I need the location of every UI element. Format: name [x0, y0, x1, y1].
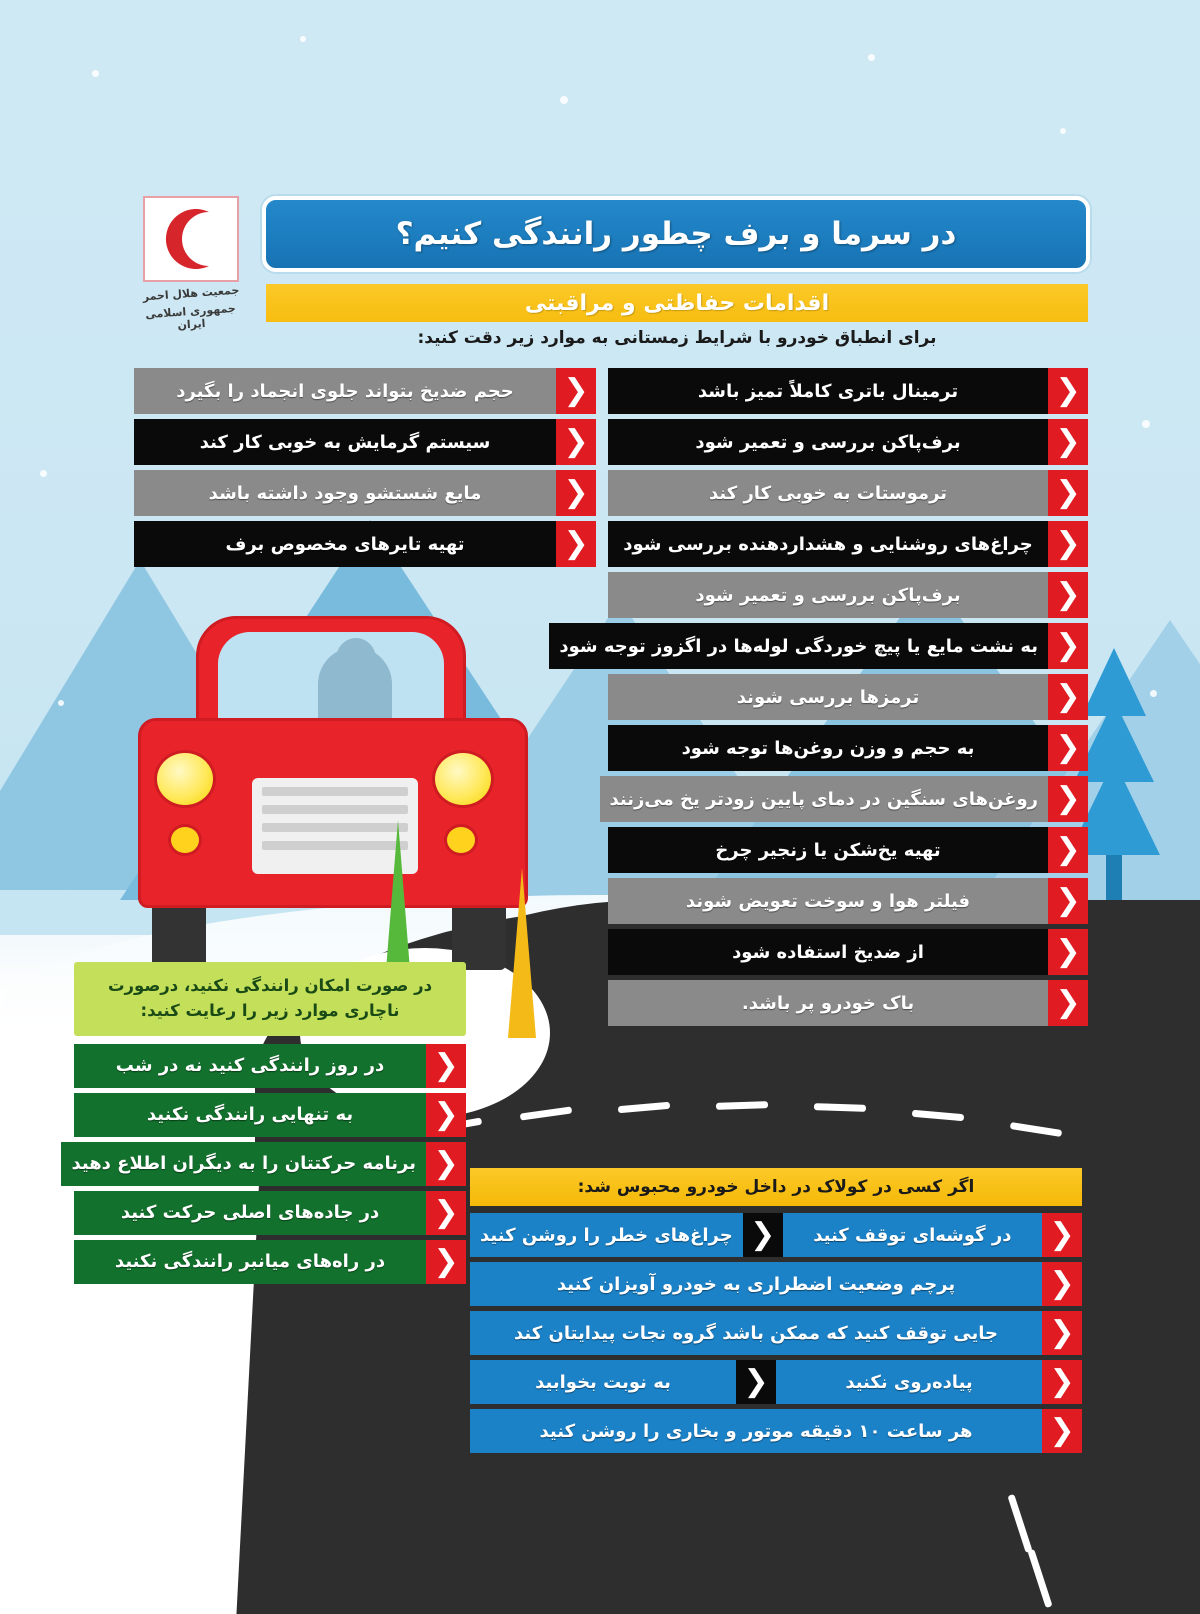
maintenance-item: [608, 980, 1088, 1026]
headlight-icon: [432, 750, 494, 808]
chevron-left-icon: ❮: [1048, 521, 1088, 567]
snowflake-icon: [1142, 420, 1150, 428]
chevron-left-icon: ❮: [736, 1360, 776, 1404]
pine-tree-icon: [1082, 648, 1146, 716]
chevron-left-icon: ❮: [426, 1142, 466, 1186]
chevron-left-icon: ❮: [426, 1240, 466, 1284]
list-item-label: پرچم وضعیت اضطراری به خودرو آویزان کنید: [470, 1262, 1042, 1306]
snowflake-icon: [40, 470, 47, 477]
trapped-item: [470, 1213, 1082, 1257]
list-item-label: ترمزها بررسی شوند: [608, 674, 1048, 720]
intro-instruction: برای انطباق خودرو با شرایط زمستانی به موارد زیر دقت کنید:: [417, 328, 937, 348]
chevron-left-icon: ❮: [743, 1213, 783, 1257]
driving-advice-item: [74, 1240, 466, 1284]
chevron-left-icon: ❮: [1048, 623, 1088, 669]
list-item-label: از ضدیخ استفاده شود: [608, 929, 1048, 975]
list-item-label: به حجم و وزن روغن‌ها توجه شود: [608, 725, 1048, 771]
maintenance-item: [608, 521, 1088, 567]
driving-advice-section: [71, 962, 466, 1289]
trapped-item: [470, 1262, 1082, 1306]
foglight-icon: [168, 824, 202, 856]
logo-caption-line2: جمهوری اسلامی ایران: [144, 301, 237, 332]
driving-advice-item: [74, 1044, 466, 1088]
list-item-label: در جاده‌های اصلی حرکت کنید: [74, 1191, 426, 1235]
trapped-section: [470, 1168, 1082, 1458]
list-item-label: برف‌پاکن بررسی و تعمیر شود: [608, 572, 1048, 618]
maintenance-item: [608, 929, 1088, 975]
maintenance-item: [608, 725, 1088, 771]
trapped-item: [470, 1409, 1082, 1453]
list-item-label: در راه‌های میانبر رانندگی نکنید: [74, 1240, 426, 1284]
chevron-left-icon: ❮: [1042, 1409, 1082, 1453]
snowflake-icon: [300, 36, 306, 42]
list-item-label: باک خودرو پر باشد.: [608, 980, 1048, 1026]
trapped-list: [470, 1213, 1082, 1453]
list-item-label: حجم ضدیخ بتواند جلوی انجماد را بگیرد: [134, 368, 556, 414]
chevron-left-icon: ❮: [1042, 1213, 1082, 1257]
driving-advice-note: در صورت امکان رانندگی نکنید، درصورت ناچاری موارد زیر را رعایت کنید:: [74, 962, 466, 1036]
snowflake-icon: [1150, 690, 1157, 697]
snowflake-icon: [868, 54, 875, 61]
list-item-label: تهیه تایرهای مخصوص برف: [134, 521, 556, 567]
chevron-left-icon: ❮: [1048, 572, 1088, 618]
snowflake-icon: [1060, 128, 1066, 134]
maintenance-item: [134, 470, 596, 516]
chevron-left-icon: ❮: [1048, 827, 1088, 873]
driving-advice-item: [74, 1191, 466, 1235]
chevron-left-icon: ❮: [556, 419, 596, 465]
list-item-label: در گوشه‌ای توقف کنید: [783, 1213, 1042, 1257]
snowflake-icon: [560, 96, 568, 104]
driving-advice-item: [74, 1093, 466, 1137]
maintenance-list-left: [134, 368, 596, 572]
logo-caption-line1: جمعیت هلال احمر: [142, 283, 240, 304]
maintenance-item: [608, 674, 1088, 720]
list-item-label: در روز رانندگی کنید نه در شب: [74, 1044, 426, 1088]
maintenance-item: [559, 623, 1088, 669]
trapped-banner: اگر کسی در کولاک در داخل خودرو محبوس شد:: [470, 1168, 1082, 1206]
chevron-left-icon: ❮: [1048, 419, 1088, 465]
list-item-label: به تنهایی رانندگی نکنید: [74, 1093, 426, 1137]
trapped-item: [470, 1360, 1082, 1404]
list-item-label-secondary: به نوبت بخوابید: [470, 1360, 736, 1404]
traffic-cone-icon: [508, 868, 536, 1038]
maintenance-item: [608, 572, 1088, 618]
red-crescent-icon: [159, 206, 223, 272]
chevron-left-icon: ❮: [1048, 776, 1088, 822]
chevron-left-icon: ❮: [1048, 725, 1088, 771]
maintenance-item: [134, 521, 596, 567]
driving-advice-list: [71, 1044, 466, 1284]
maintenance-item: [608, 878, 1088, 924]
maintenance-item: [608, 368, 1088, 414]
chevron-left-icon: ❮: [1042, 1360, 1082, 1404]
trapped-item: [470, 1311, 1082, 1355]
snowflake-icon: [58, 700, 64, 706]
driving-advice-item: [71, 1142, 466, 1186]
list-item-label: ترمینال باتری کاملاً تمیز باشد: [608, 368, 1048, 414]
chevron-left-icon: ❮: [1042, 1262, 1082, 1306]
chevron-left-icon: ❮: [1048, 980, 1088, 1026]
chevron-left-icon: ❮: [1048, 878, 1088, 924]
list-item-label: تهیه یخ‌شکن یا زنجیر چرخ: [608, 827, 1048, 873]
maintenance-item: [134, 419, 596, 465]
list-item-label: ترموستات به خوبی کار کند: [608, 470, 1048, 516]
list-item-label-secondary: چراغ‌های خطر را روشن کنید: [470, 1213, 743, 1257]
list-item-label: روغن‌های سنگین در دمای پایین زودتر یخ می‌زنند: [600, 776, 1048, 822]
maintenance-item: [608, 470, 1088, 516]
grille-bar: [262, 805, 408, 814]
chevron-left-icon: ❮: [556, 521, 596, 567]
chevron-left-icon: ❮: [1048, 674, 1088, 720]
section-subtitle: اقدامات حفاظتی و مراقبتی: [524, 290, 830, 316]
list-item-label: سیستم گرمایش به خوبی کار کند: [134, 419, 556, 465]
section-subtitle-bar: [266, 284, 1088, 322]
grille-bar: [262, 787, 408, 796]
chevron-left-icon: ❮: [1048, 929, 1088, 975]
maintenance-item: [608, 776, 1088, 822]
list-item-label: برنامه حرکتتان را به دیگران اطلاع دهید: [61, 1142, 426, 1186]
page-title: در سرما و برف چطور رانندگی کنیم؟: [395, 216, 957, 252]
list-item-label: جایی توقف کنید که ممکن باشد گروه نجات پیدایتان کند: [470, 1311, 1042, 1355]
headlight-icon: [154, 750, 216, 808]
chevron-left-icon: ❮: [1048, 368, 1088, 414]
chevron-left-icon: ❮: [556, 368, 596, 414]
driver-head: [336, 638, 376, 680]
maintenance-list-right: [559, 368, 1088, 1031]
chevron-left-icon: ❮: [1042, 1311, 1082, 1355]
car-illustration: [122, 600, 542, 940]
list-item-label: برف‌پاکن بررسی و تعمیر شود: [608, 419, 1048, 465]
list-item-label: فیلتر هوا و سوخت تعویض شوند: [608, 878, 1048, 924]
chevron-left-icon: ❮: [426, 1093, 466, 1137]
chevron-left-icon: ❮: [1048, 470, 1088, 516]
list-item-label: هر ساعت ۱۰ دقیقه موتور و بخاری را روشن کنید: [470, 1409, 1042, 1453]
poster-title-bar: [262, 196, 1090, 272]
logo-frame: [143, 196, 239, 282]
chevron-left-icon: ❮: [556, 470, 596, 516]
chevron-left-icon: ❮: [426, 1191, 466, 1235]
snowflake-icon: [92, 70, 99, 77]
list-item-label: چراغ‌های روشنایی و هشداردهنده بررسی شود: [608, 521, 1048, 567]
maintenance-item: [608, 827, 1088, 873]
maintenance-item: [608, 419, 1088, 465]
list-item-label: پیاده‌روی نکنید: [776, 1360, 1042, 1404]
red-crescent-logo: [136, 196, 246, 331]
foglight-icon: [444, 824, 478, 856]
list-item-label: به نشت مایع یا پیچ خوردگی لوله‌ها در اگزوز توجه شود: [549, 623, 1048, 669]
list-item-label: مایع شستشو وجود داشته باشد: [134, 470, 556, 516]
maintenance-item: [134, 368, 596, 414]
chevron-left-icon: ❮: [426, 1044, 466, 1088]
